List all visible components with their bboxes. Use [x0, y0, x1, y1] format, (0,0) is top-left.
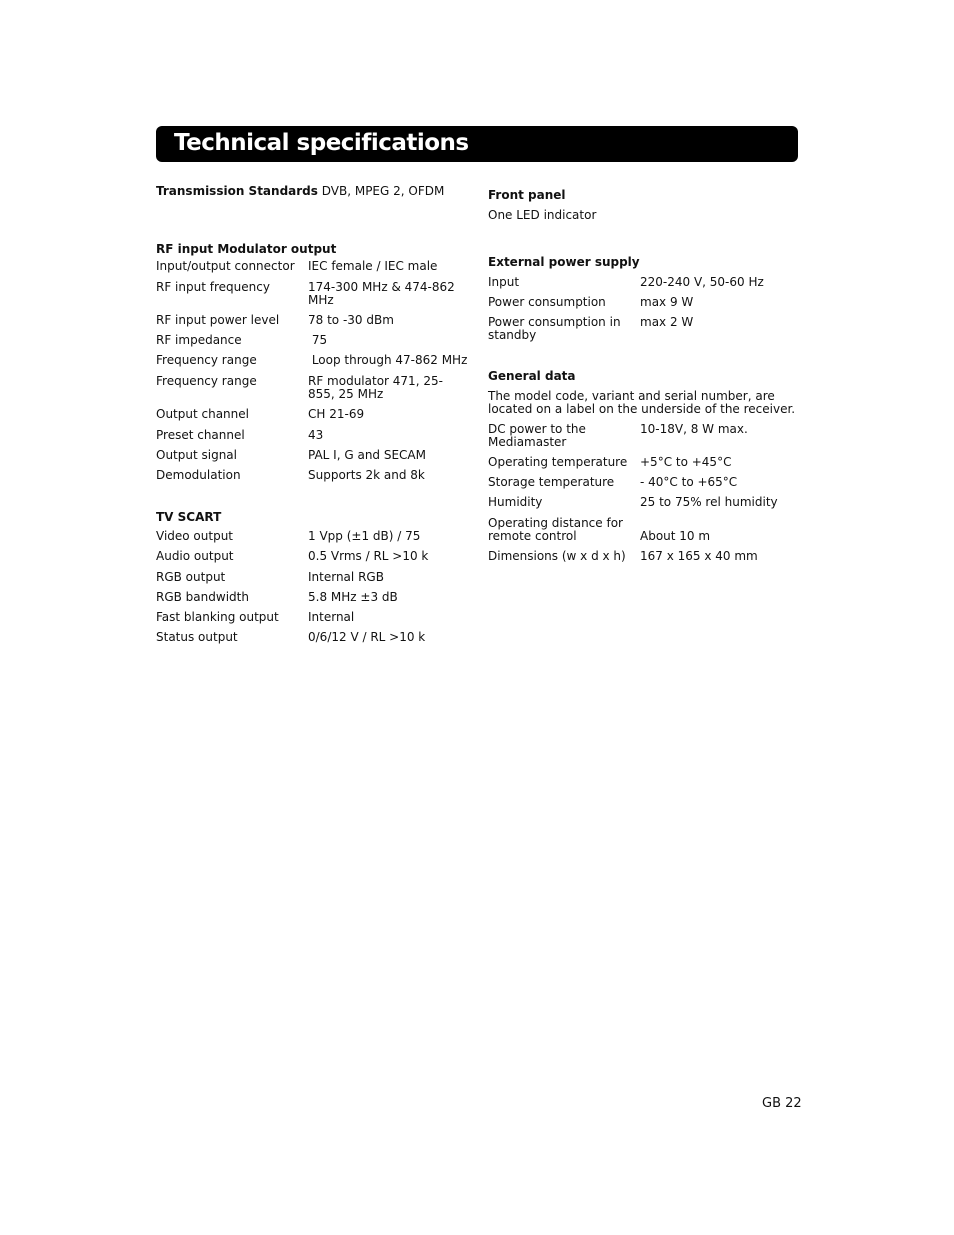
- table-row: [156, 354, 468, 367]
- power-heading: External power supply: [488, 255, 640, 269]
- spec-value: 25 to 75% rel humidity: [640, 495, 778, 509]
- spec-value: RF modulator 471, 25-855, 25 MHz: [308, 374, 443, 401]
- scart-table: [156, 530, 468, 644]
- spec-key: Storage temperature: [488, 475, 615, 489]
- table-row: [156, 631, 468, 644]
- spec-key: Frequency range: [156, 374, 257, 388]
- spec-key: Video output: [156, 529, 234, 543]
- spec-key: Dimensions (w x d x h): [488, 549, 626, 563]
- table-row: [156, 550, 468, 563]
- table-row: [156, 469, 468, 482]
- spec-value: 5.8 MHz ±3 dB: [308, 590, 398, 604]
- front-text: One LED indicator: [488, 208, 597, 222]
- spec-key: RF input frequency: [156, 280, 270, 294]
- spec-value: 78 to -30 dBm: [308, 313, 394, 327]
- page-title: Technical specifications: [174, 130, 469, 156]
- table-row: [156, 530, 468, 543]
- spec-value: 220-240 V, 50-60 Hz: [640, 275, 764, 289]
- spec-value: Supports 2k and 8k: [308, 468, 425, 482]
- transmission-label: Transmission Standards: [156, 184, 318, 198]
- transmission-value: DVB, MPEG 2, OFDM: [321, 184, 445, 198]
- spec-value: 10-18V, 8 W max.: [640, 422, 748, 436]
- spec-key: Audio output: [156, 549, 234, 563]
- spec-key: RGB output: [156, 570, 226, 584]
- table-row: [488, 476, 800, 489]
- rf-table: [156, 260, 468, 482]
- table-row: [156, 449, 468, 462]
- spec-value: Loop through 47-862 MHz: [308, 353, 468, 367]
- spec-key: Input: [488, 275, 520, 289]
- spec-value: 1 Vpp (±1 dB) / 75: [308, 529, 421, 543]
- spec-key: Output channel: [156, 407, 249, 421]
- table-row: [156, 334, 468, 347]
- spec-key: Demodulation: [156, 468, 241, 482]
- table-row: [156, 408, 468, 421]
- scart-heading: TV SCART: [156, 510, 222, 524]
- spec-key: Fast blanking output: [156, 610, 279, 624]
- spec-key: Operating temperature: [488, 455, 628, 469]
- spec-value: Internal RGB: [308, 570, 384, 584]
- spec-key: Power consumption: [488, 295, 606, 309]
- table-row: [488, 276, 800, 289]
- page-number: GB 22: [762, 1096, 802, 1111]
- spec-value: CH 21-69: [308, 407, 365, 421]
- title-bar: [156, 126, 798, 162]
- spec-value: max 2 W: [640, 315, 694, 329]
- spec-value: 0.5 Vrms / RL >10 k: [308, 549, 429, 563]
- spec-key: Operating distance for remote control: [488, 516, 623, 543]
- table-row: [156, 571, 468, 584]
- spec-value: - 40°C to +65°C: [640, 475, 738, 489]
- general-heading: General data: [488, 369, 576, 383]
- spec-key: Preset channel: [156, 428, 245, 442]
- spec-key: Humidity: [488, 495, 543, 509]
- left-column: [156, 184, 468, 644]
- front-heading: Front panel: [488, 188, 566, 202]
- spec-key: Input/output connector: [156, 259, 295, 273]
- table-row: [156, 260, 468, 273]
- spec-key: RF input power level: [156, 313, 280, 327]
- right-column: [488, 188, 800, 563]
- table-row: [488, 550, 800, 563]
- spec-key: Output signal: [156, 448, 237, 462]
- spec-value: IEC female / IEC male: [308, 259, 438, 273]
- spec-value: Internal: [308, 610, 355, 624]
- spec-key: DC power to the Mediamaster: [488, 422, 586, 449]
- transmission-standards: [156, 184, 468, 198]
- spec-value: 174-300 MHz & 474-862 MHz: [308, 280, 455, 307]
- table-row: [488, 456, 800, 469]
- spec-value: +5°C to +45°C: [640, 455, 732, 469]
- spec-value: 75: [308, 333, 328, 347]
- spec-key: Power consumption in standby: [488, 315, 621, 342]
- table-row: [156, 429, 468, 442]
- spec-value: 43: [308, 428, 324, 442]
- spec-value: 0/6/12 V / RL >10 k: [308, 630, 426, 644]
- spec-key: Status output: [156, 630, 238, 644]
- table-row: [488, 517, 800, 543]
- spec-key: RF impedance: [156, 333, 242, 347]
- spec-value: About 10 m: [640, 529, 711, 543]
- table-row: [156, 375, 468, 401]
- table-row: [488, 496, 800, 509]
- table-row: [488, 316, 800, 342]
- spec-key: Frequency range: [156, 353, 257, 367]
- general-text: The model code, variant and serial number, are located on a label on the underside of the receiver.: [488, 389, 796, 416]
- spec-value: max 9 W: [640, 295, 694, 309]
- spec-value: PAL I, G and SECAM: [308, 448, 426, 462]
- rf-heading: RF input Modulator output: [156, 242, 337, 256]
- table-row: [156, 314, 468, 327]
- power-table: [488, 276, 800, 342]
- table-row: [488, 296, 800, 309]
- table-row: [156, 611, 468, 624]
- table-row: [156, 591, 468, 604]
- spec-value: 167 x 165 x 40 mm: [640, 549, 758, 563]
- table-row: [488, 423, 800, 449]
- spec-key: RGB bandwidth: [156, 590, 249, 604]
- general-table: [488, 423, 800, 563]
- table-row: [156, 281, 468, 307]
